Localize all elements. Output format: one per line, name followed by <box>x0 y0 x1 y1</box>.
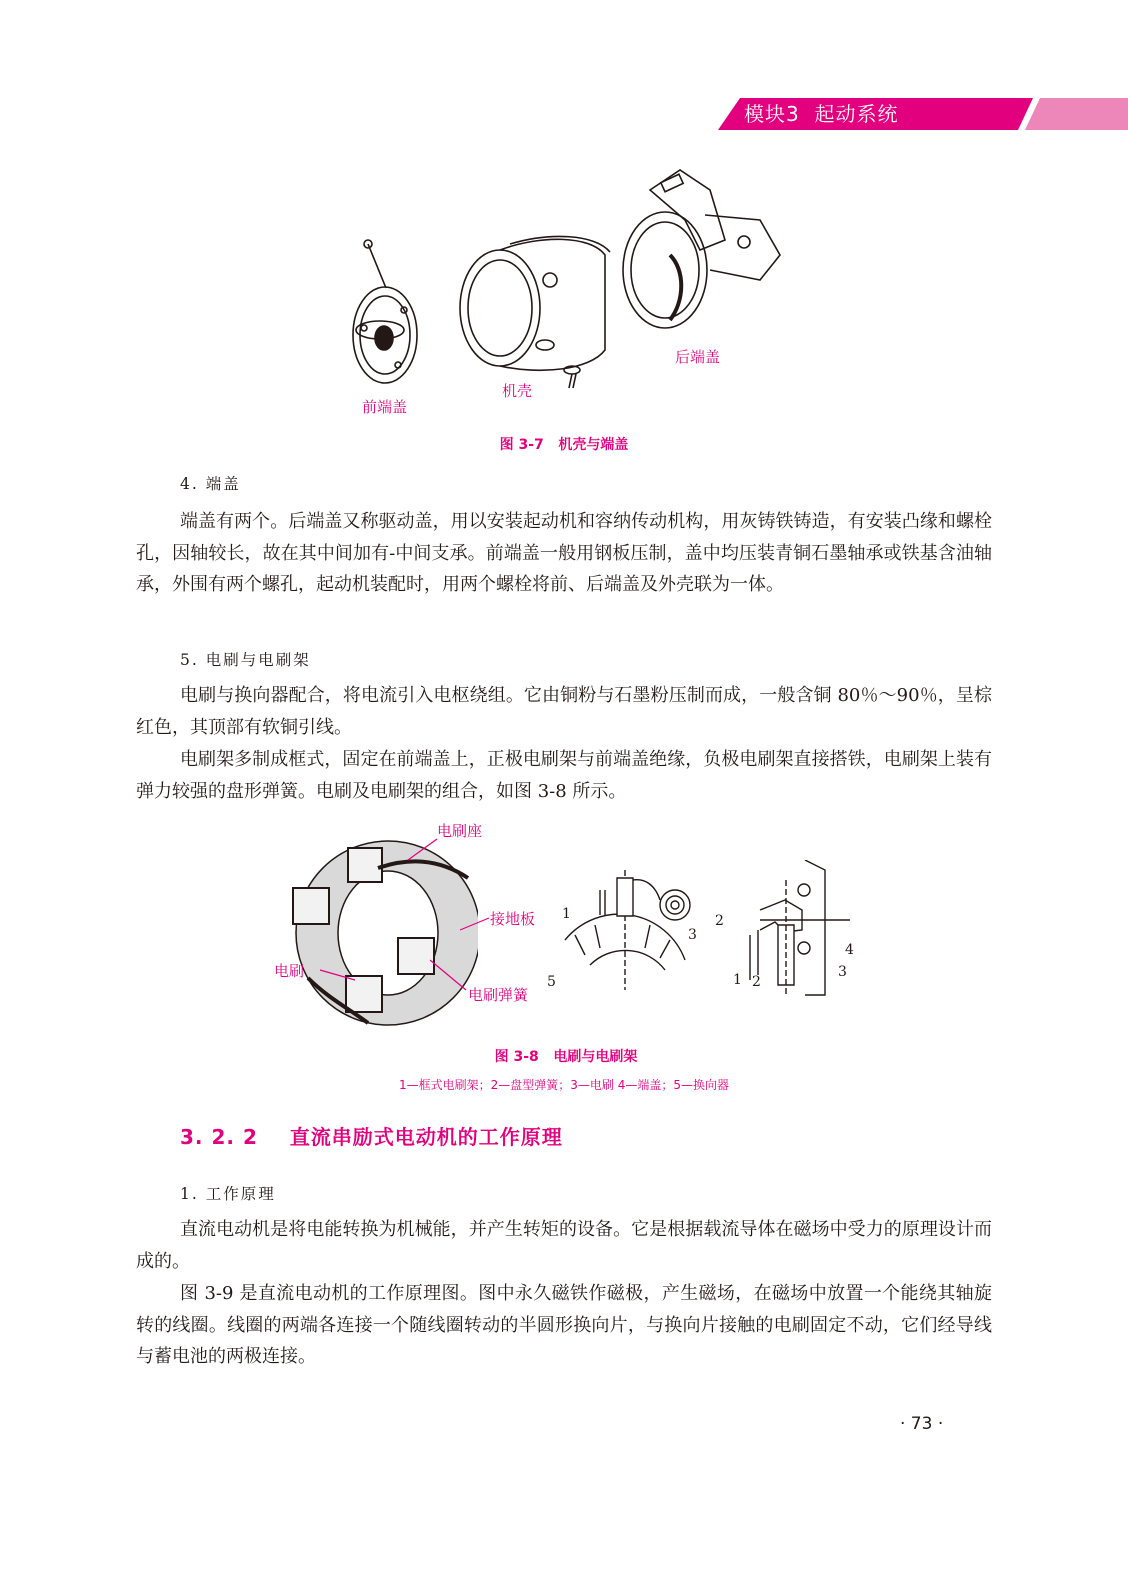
label-brush-seat: 电刷座 <box>437 822 483 840</box>
label-brush: 电刷 <box>274 962 305 980</box>
section-3-2-2-heading: 3. 2. 2 直流串励式电动机的工作原理 <box>180 1125 563 1149</box>
section-3-2-2-subheading: 1. 工作原理 <box>180 1185 276 1203</box>
section-5-paragraph-2: 电刷架多制成框式，固定在前端盖上，正极电刷架与前端盖绝缘，负极电刷架直接搭铁，电刷架上装有弹力较强的盘形弹簧。电刷及电刷架的组合，如图 3-8 所示。 <box>136 749 992 802</box>
right-number-4: 4 <box>845 942 854 958</box>
label-front-cover: 前端盖 <box>362 398 408 416</box>
middle-number-3: 3 <box>688 927 697 943</box>
section-3-2-2-paragraph-2: 图 3-9 是直流电动机的工作原理图。图中永久磁铁作磁极，产生磁场，在磁场中放置一个能绕其轴旋转的线圈。线圈的两端各连接一个随线圈转动的半圆形换向片，与换向片接触的电刷固定不动，它们经导线与蓄电池的两极连接。 <box>136 1283 992 1367</box>
label-housing: 机壳 <box>502 382 533 400</box>
middle-number-1: 1 <box>562 906 571 922</box>
right-number-2: 2 <box>752 974 761 990</box>
figure-3-7-caption: 图 3-7 机壳与端盖 <box>499 437 629 453</box>
page-number: · 73 · <box>900 1414 944 1434</box>
right-number-1: 1 <box>733 972 742 988</box>
middle-number-5: 5 <box>547 974 556 990</box>
section-4-paragraph: 端盖有两个。后端盖又称驱动盖，用以安装起动机和容纳传动机构，用灰铸铁铸造，有安装凸缘和螺栓孔，因轴较长，故在其中间加有-中间支承。前端盖一般用钢板压制，盖中均压装青铜石墨轴承或铁基含油轴承，外围有两个螺孔，起动机装配时，用两个螺栓将前、后端盖及外壳联为一体。 <box>136 511 992 595</box>
section-5-paragraph-1: 电刷与换向器配合，将电流引入电枢绕组。它由铜粉与石墨粉压制而成，一般含铜 80％～90％，呈棕红色，其顶部有软铜引线。 <box>136 685 992 738</box>
label-ground-plate: 接地板 <box>490 910 536 928</box>
figure-3-8-leader-lines <box>310 830 550 1000</box>
label-rear-cover: 后端盖 <box>675 348 721 366</box>
figure-3-8-caption: 图 3-8 电刷与电刷架 <box>494 1049 638 1065</box>
figure-3-8-brush-schematic <box>545 860 735 1000</box>
figure-3-8-legend: 1—框式电刷架；2—盘型弹簧；3—电刷 4—端盖；5—换向器 <box>399 1078 729 1092</box>
figure-3-7-illustration <box>340 160 800 420</box>
header-title: 模块3 起动系统 <box>744 102 899 126</box>
middle-number-2: 2 <box>715 913 724 929</box>
right-number-3: 3 <box>838 964 847 980</box>
section-3-2-2-paragraph-1: 直流电动机是将电能转换为机械能，并产生转矩的设备。它是根据载流导体在磁场中受力的原理设计而成的。 <box>136 1219 992 1272</box>
section-4-heading: 4. 端盖 <box>180 475 241 493</box>
section-5-heading: 5. 电刷与电刷架 <box>180 651 311 669</box>
label-brush-spring: 电刷弹簧 <box>468 986 529 1004</box>
